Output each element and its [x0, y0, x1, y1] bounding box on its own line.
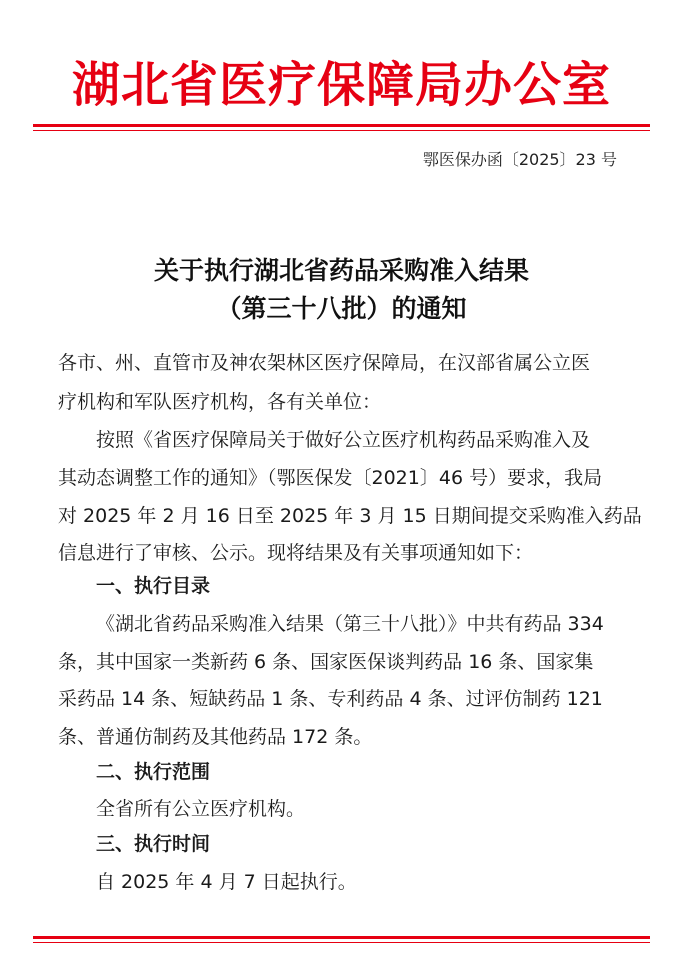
top-red-rule-thick — [33, 124, 650, 127]
bottom-red-rule-thick — [33, 936, 650, 939]
addressee-line-1: 各市、州、直管市及神农架林区医疗保障局，在汉部省属公立医 — [58, 352, 591, 374]
section-1-heading: 一、执行目录 — [96, 575, 211, 597]
section-1-line-4: 条、普通仿制药及其他药品 172 条。 — [58, 726, 373, 748]
document-number: 鄂医保办函〔2025〕23 号 — [422, 150, 617, 169]
intro-line-2: 其动态调整工作的通知》（鄂医保发〔2021〕46 号）要求，我局 — [58, 467, 603, 489]
addressee-line-2: 疗机构和军队医疗机构，各有关单位： — [58, 391, 382, 413]
top-red-rule-thin — [33, 130, 650, 131]
intro-line-3: 对 2025 年 2 月 16 日至 2025 年 3 月 15 日期间提交采购准入药品 — [58, 505, 642, 527]
document-title-line-2: （第三十八批）的通知 — [216, 294, 467, 323]
intro-line-1: 按照《省医疗保障局关于做好公立医疗机构药品采购准入及 — [96, 429, 591, 451]
bottom-red-rule-thin — [33, 942, 650, 943]
section-2-line-1: 全省所有公立医疗机构。 — [96, 798, 306, 820]
issuer-masthead: 湖北省医疗保障局办公室 — [71, 57, 611, 113]
section-3-heading: 三、执行时间 — [96, 833, 211, 855]
document-title-line-1: 关于执行湖北省药品采购准入结果 — [153, 256, 529, 285]
section-2-heading: 二、执行范围 — [96, 761, 211, 783]
section-1-line-3: 采药品 14 条、短缺药品 1 条、专利药品 4 条、过评仿制药 121 — [58, 688, 603, 710]
section-1-line-1: 《湖北省药品采购准入结果（第三十八批）》中共有药品 334 — [96, 613, 604, 635]
section-1-line-2: 条，其中国家一类新药 6 条、国家医保谈判药品 16 条、国家集 — [58, 651, 594, 673]
section-3-line-1: 自 2025 年 4 月 7 日起执行。 — [96, 871, 357, 893]
intro-line-4: 信息进行了审核、公示。现将结果及有关事项通知如下： — [58, 542, 534, 564]
